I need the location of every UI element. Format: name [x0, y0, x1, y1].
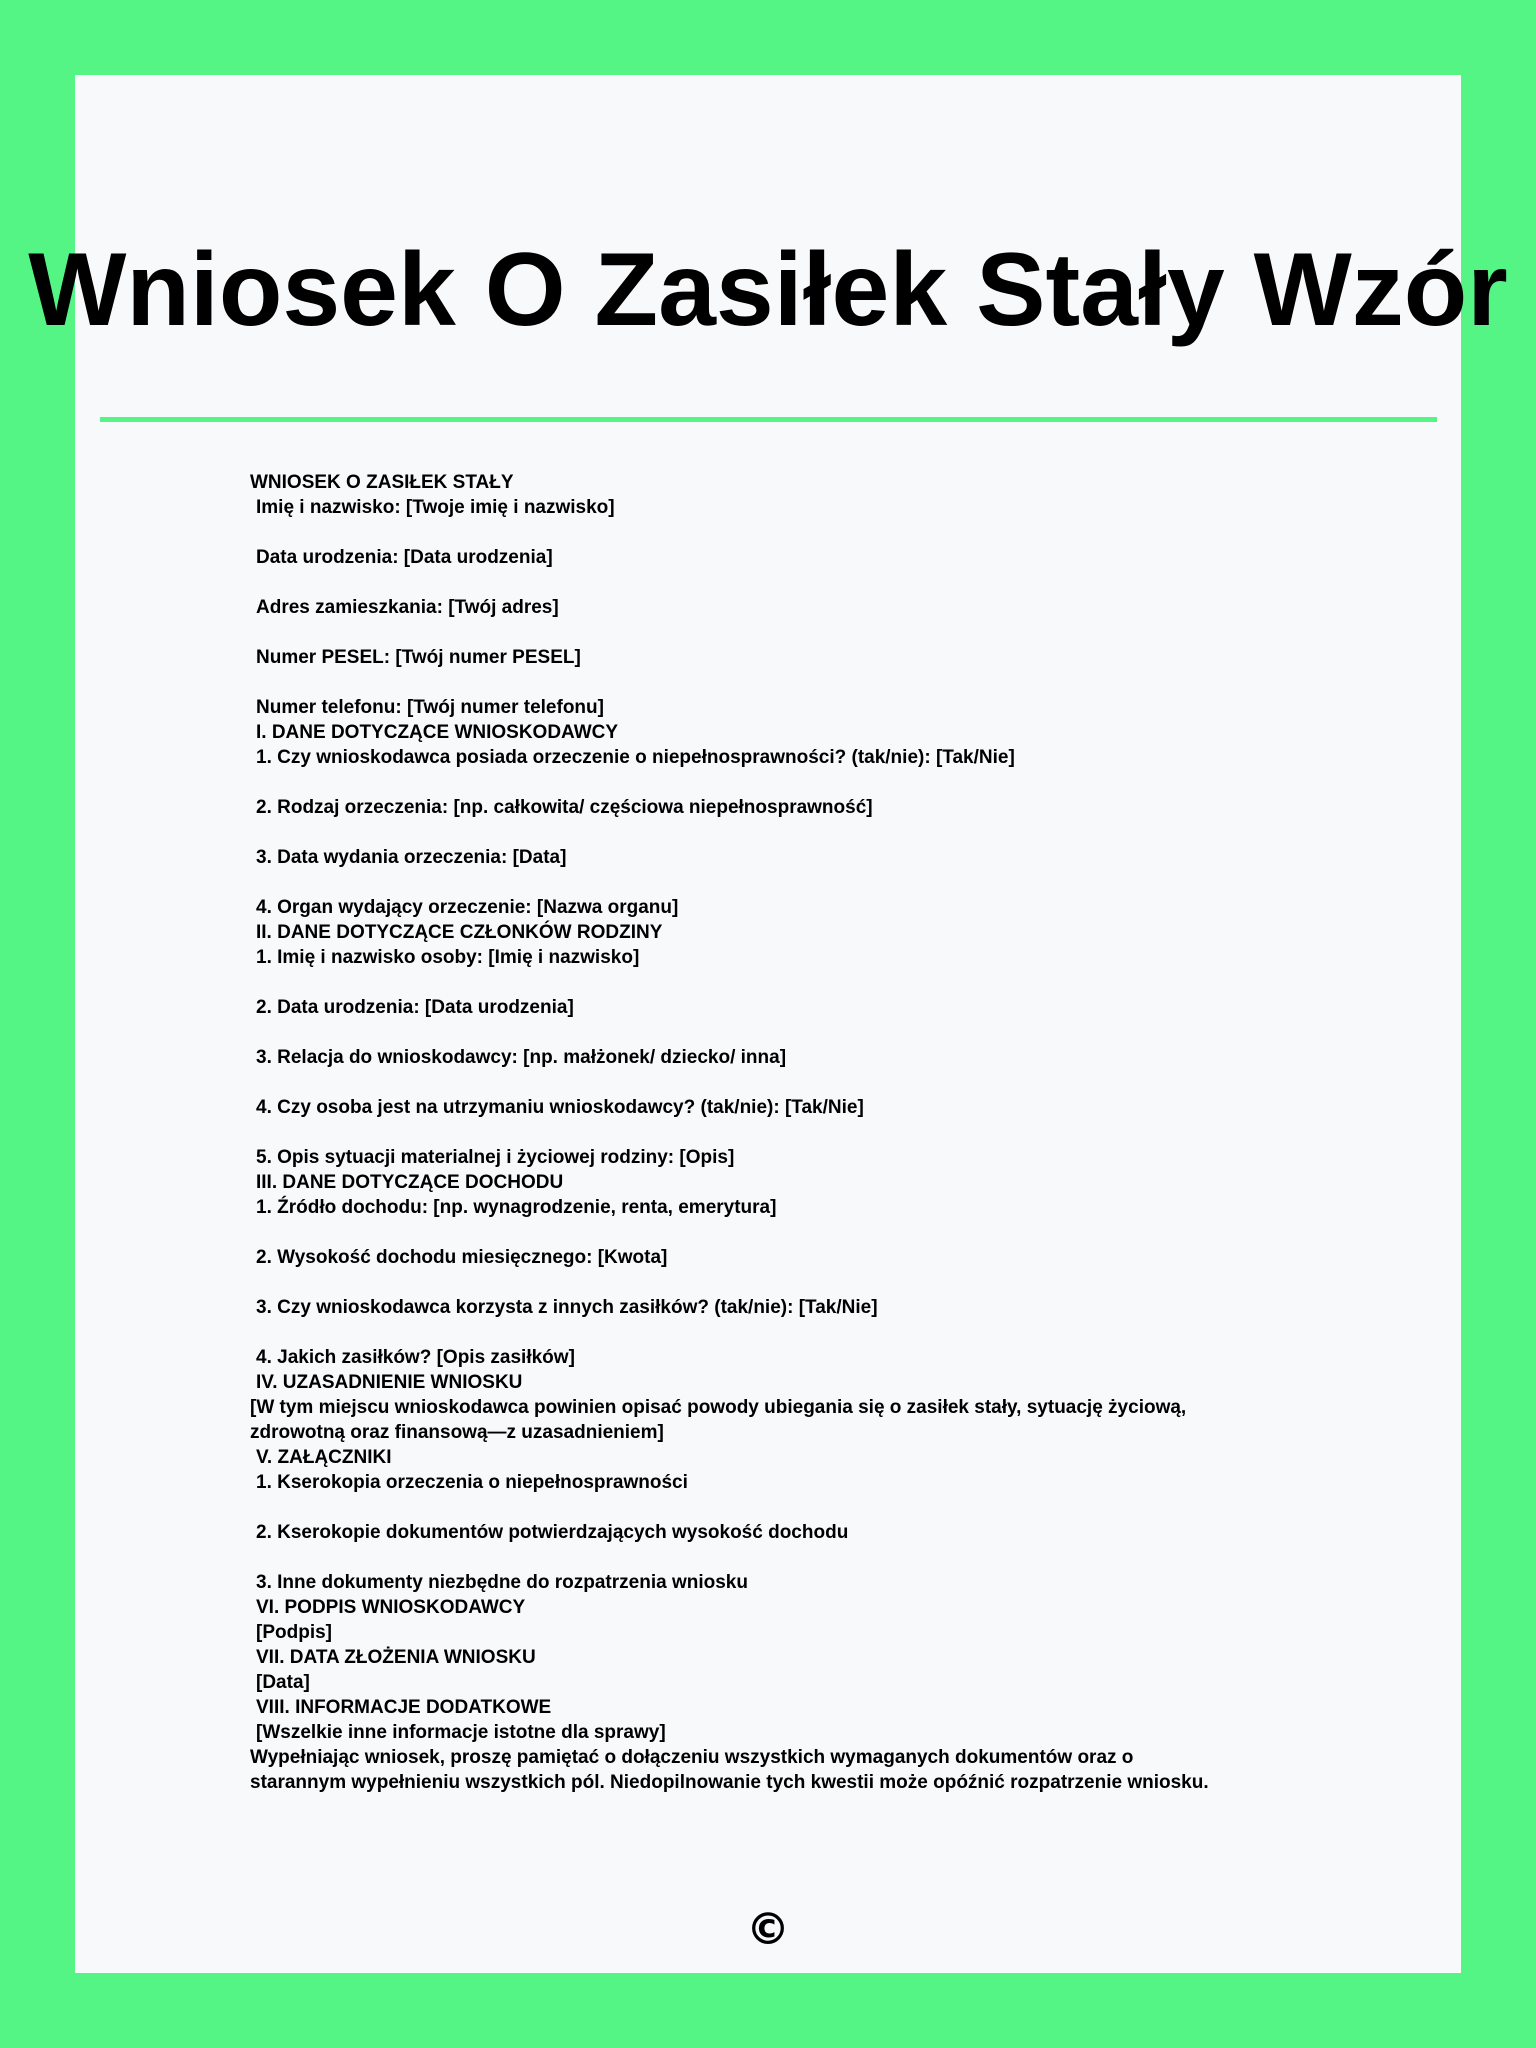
- list-item: 4. Jakich zasiłków? [Opis zasiłków]: [256, 1347, 575, 1368]
- list-item: 3. Data wydania orzeczenia: [Data]: [256, 847, 567, 868]
- section-heading-family: II. DANE DOTYCZĄCE CZŁONKÓW RODZINY: [256, 922, 663, 943]
- spacer: [250, 820, 1330, 845]
- spacer: [250, 1120, 1330, 1145]
- field-pesel: Numer PESEL: [Twój numer PESEL]: [256, 647, 581, 668]
- section-heading-income: III. DANE DOTYCZĄCE DOCHODU: [256, 1172, 564, 1193]
- list-item: 2. Kserokopie dokumentów potwierdzających wysokość dochodu: [256, 1522, 849, 1543]
- date-placeholder: [Data]: [256, 1672, 310, 1693]
- list-item: 2. Data urodzenia: [Data urodzenia]: [256, 997, 574, 1018]
- page-title: Wniosek O Zasiłek Stały Wzór: [28, 232, 1508, 348]
- spacer: [250, 870, 1330, 895]
- section-heading-justification: IV. UZASADNIENIE WNIOSKU: [256, 1372, 523, 1393]
- section-heading-attachments: V. ZAŁĄCZNIKI: [256, 1447, 392, 1468]
- field-address: Adres zamieszkania: [Twój adres]: [256, 597, 559, 618]
- spacer: [250, 520, 1330, 545]
- list-item: 2. Rodzaj orzeczenia: [np. całkowita/ częściowa niepełnosprawność]: [256, 797, 873, 818]
- field-name: Imię i nazwisko: [Twoje imię i nazwisko]: [256, 497, 615, 518]
- list-item: 1. Imię i nazwisko osoby: [Imię i nazwisko]: [256, 947, 640, 968]
- closing-note: starannym wypełnieniu wszystkich pól. Niedopilnowanie tych kwestii może opóźnić rozpatrzenie wniosku.: [250, 1772, 1209, 1793]
- spacer: [250, 1220, 1330, 1245]
- field-birth-date: Data urodzenia: [Data urodzenia]: [256, 547, 553, 568]
- list-item: 2. Wysokość dochodu miesięcznego: [Kwota]: [256, 1247, 668, 1268]
- justification-text: zdrowotną oraz finansową—z uzasadnieniem]: [250, 1422, 664, 1443]
- list-item: 4. Organ wydający orzeczenie: [Nazwa organu]: [256, 897, 679, 918]
- list-item: 5. Opis sytuacji materialnej i życiowej rodziny: [Opis]: [256, 1147, 735, 1168]
- section-heading-additional-info: VIII. INFORMACJE DODATKOWE: [256, 1697, 552, 1718]
- spacer: [250, 1270, 1330, 1295]
- title-divider: [100, 417, 1437, 422]
- spacer: [250, 1545, 1330, 1570]
- list-item: 4. Czy osoba jest na utrzymaniu wnioskodawcy? (tak/nie): [Tak/Nie]: [256, 1097, 864, 1118]
- section-heading-submission-date: VII. DATA ZŁOŻENIA WNIOSKU: [256, 1647, 536, 1668]
- spacer: [250, 570, 1330, 595]
- section-heading-applicant: I. DANE DOTYCZĄCE WNIOSKODAWCY: [256, 722, 619, 743]
- list-item: 3. Czy wnioskodawca korzysta z innych zasiłków? (tak/nie): [Tak/Nie]: [256, 1297, 878, 1318]
- field-phone: Numer telefonu: [Twój numer telefonu]: [256, 697, 604, 718]
- spacer: [250, 1020, 1330, 1045]
- section-heading-signature: VI. PODPIS WNIOSKODAWCY: [256, 1597, 526, 1618]
- signature-placeholder: [Podpis]: [256, 1622, 332, 1643]
- document-body: [250, 470, 1330, 1795]
- document-heading: WNIOSEK O ZASIŁEK STAŁY: [250, 472, 514, 493]
- spacer: [250, 1070, 1330, 1095]
- list-item: 3. Relacja do wnioskodawcy: [np. małżonek/ dziecko/ inna]: [256, 1047, 787, 1068]
- list-item: 1. Czy wnioskodawca posiada orzeczenie o niepełnosprawności? (tak/nie): [Tak/Nie]: [256, 747, 1015, 768]
- spacer: [250, 670, 1330, 695]
- spacer: [250, 1320, 1330, 1345]
- justification-text: [W tym miejscu wnioskodawca powinien opisać powody ubiegania się o zasiłek stały, sytuację życiową,: [250, 1397, 1187, 1418]
- list-item: 1. Źródło dochodu: [np. wynagrodzenie, renta, emerytura]: [256, 1197, 777, 1218]
- spacer: [250, 620, 1330, 645]
- additional-info-placeholder: [Wszelkie inne informacje istotne dla sprawy]: [256, 1722, 666, 1743]
- spacer: [250, 770, 1330, 795]
- list-item: 1. Kserokopia orzeczenia o niepełnosprawności: [256, 1472, 688, 1493]
- copyright-icon: ©: [746, 1904, 790, 1955]
- list-item: 3. Inne dokumenty niezbędne do rozpatrzenia wniosku: [256, 1572, 748, 1593]
- closing-note: Wypełniając wniosek, proszę pamiętać o dołączeniu wszystkich wymaganych dokumentów oraz o: [250, 1747, 1134, 1768]
- spacer: [250, 1495, 1330, 1520]
- spacer: [250, 970, 1330, 995]
